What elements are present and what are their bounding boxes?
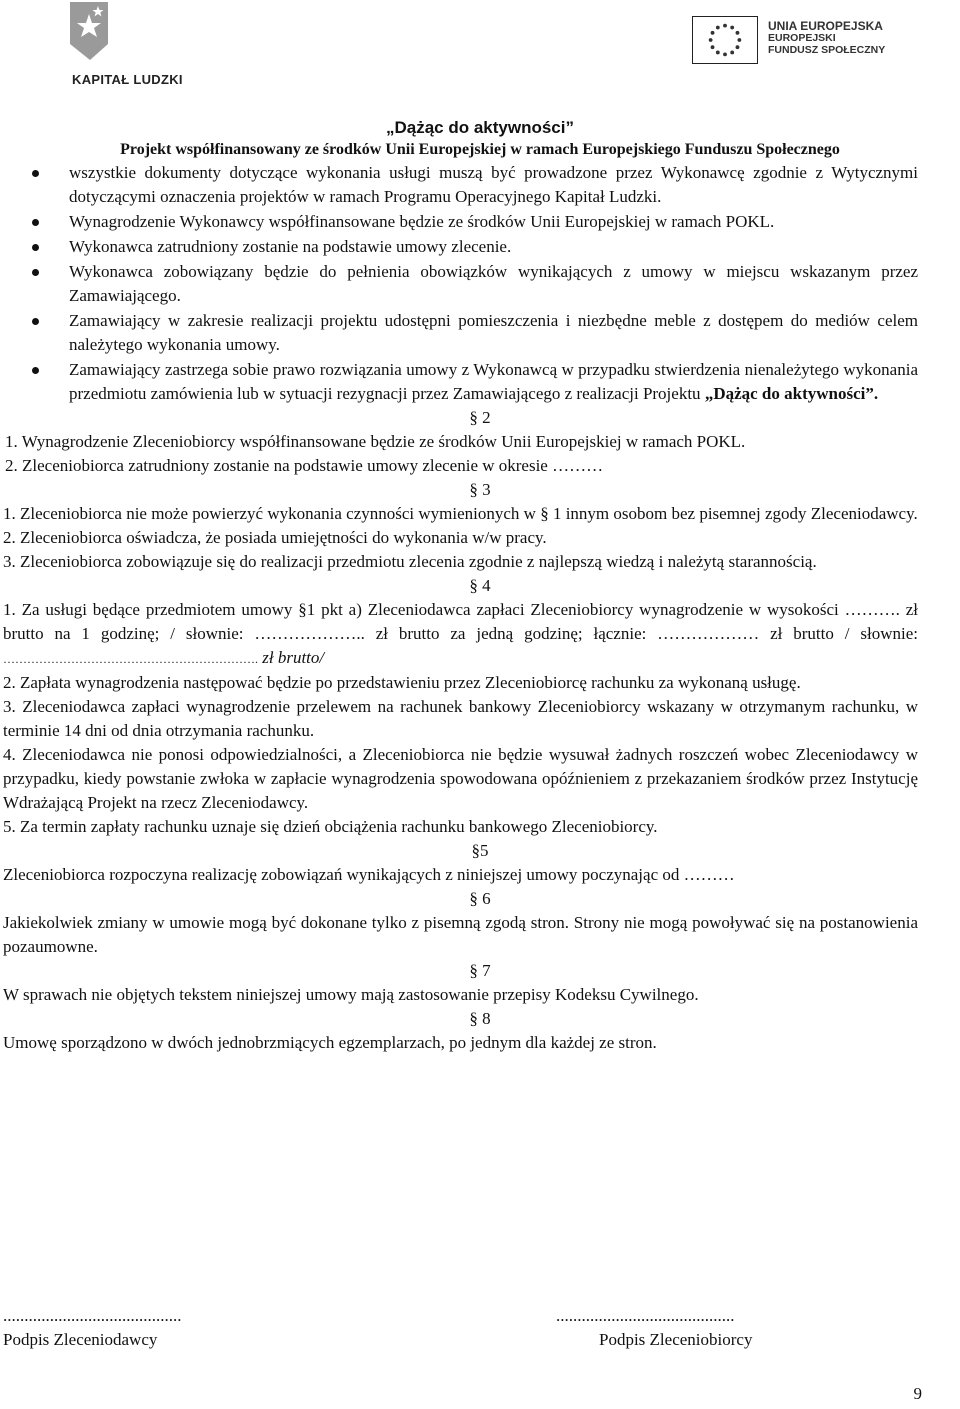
eu-logo-line-2: EUROPEJSKI — [768, 32, 836, 44]
s4-item-4: 4. Zleceniodawca nie ponosi odpowiedzialności, a Zleceniobiorca nie będzie wysuwał żadnych roszczeń wobec Zleceniodawcy w przypadku, kiedy powstanie zwłoka w zapłacie wynagrodzenia spowodowana opóźnieniem z przekazaniem środków przez Instytucję Wdrażającą Projekt na rzecz Zleceniodawcy. — [3, 745, 918, 812]
s3-item-3: 3. Zleceniobiorca zobowiązuje się do realizacji przedmiotu zlecenia zgodnie z najlepszą wiedzą i należytą starannością. — [3, 552, 817, 571]
signature-left-label: Podpis Zleceniodawcy — [3, 1330, 158, 1349]
section-heading-6: § 6 — [469, 889, 491, 908]
s2-item-2: 2. Zleceniobiorca zatrudniony zostanie na podstawie umowy zlecenie w okresie ……… — [5, 456, 604, 475]
s4-item-1 — [0, 598, 960, 671]
s4-item-2: 2. Zapłata wynagrodzenia następować będzie po przedstawieniu przez Zleceniobiorcę rachunku za wykonaną usługę. — [3, 673, 801, 692]
eu-logo-line-1: UNIA EUROPEJSKA — [768, 19, 883, 33]
s6-text: Jakiekolwiek zmiany w umowie mogą być dokonane tylko z pisemną zgodą stron. Strony nie mogą powoływać się na postanowienia pozaumowne. — [3, 913, 918, 956]
signature-left — [3, 1304, 182, 1352]
list-item-text: wszystkie dokumenty dotyczące wykonania usługi muszą być prowadzone przez Wykonawcę zgodnie z Wytycznymi dotyczącymi oznaczenia projektów w ramach Programu Operacyjnego Kapitał Ludzki. — [69, 163, 918, 206]
s2-item-1: 1. Wynagrodzenie Zleceniobiorcy współfinansowane będzie ze środków Unii Europejskiej w ramach POKL. — [5, 432, 746, 451]
bullet-icon — [32, 219, 39, 226]
section-heading-7: § 7 — [469, 961, 491, 980]
list-item — [0, 161, 960, 209]
page-number: 9 — [913, 1384, 922, 1403]
section-heading-4: § 4 — [469, 576, 491, 595]
bullet-icon — [32, 244, 39, 251]
s4-item-1-text: 1. Za usługi będące przedmiotem umowy §1 pkt a) Zleceniodawca zapłaci Zleceniobiorcy wynagrodzenie w wysokości ………. zł brutto na 1 godzinę; / słownie: ……………….. zł brutto za jedną godzinę; łącznie: ……………… zł brutto / słownie: — [3, 600, 918, 643]
signature-right-label: Podpis Zleceniobiorcy — [599, 1330, 753, 1349]
list-item-text: Wykonawca zatrudniony zostanie na podstawie umowy zlecenie. — [69, 237, 512, 256]
kapital-ludzki-logo — [62, 0, 183, 95]
conditions-list — [0, 161, 960, 406]
bullet-icon — [32, 269, 39, 276]
list-item-text: Wykonawca zobowiązany będzie do pełnienia obowiązków wynikających z umowy w miejscu wskazanym przez Zamawiającego. — [69, 262, 918, 305]
s7-text: W sprawach nie objętych tekstem niniejszej umowy mają zastosowanie przepisy Kodeksu Cywilnego. — [3, 985, 699, 1004]
list-item-text: Zamawiający w zakresie realizacji projektu udostępni pomieszczenia i niezbędne meble z dostępem do mediów celem należytego wykonania umowy. — [69, 311, 918, 354]
signature-right — [556, 1304, 752, 1352]
list-item — [0, 358, 960, 406]
list-item — [0, 235, 960, 259]
list-item-text: Zamawiający zastrzega sobie prawo rozwiązania umowy z Wykonawcą w przypadku stwierdzenia nienależytego wykonania przedmiotu zamówienia lub w sytuacji rezygnacji przez Zamawiającego z realizacji Projektu — [69, 360, 918, 403]
s3-item-2: 2. Zleceniobiorca oświadcza, że posiada umiejętności do wykonania w/w pracy. — [3, 528, 547, 547]
eu-logo — [692, 16, 952, 76]
kapital-ludzki-text: KAPITAŁ LUDZKI — [72, 72, 183, 87]
list-item-text: Wynagrodzenie Wykonawcy współfinansowane będzie ze środków Unii Europejskiej w ramach POKL. — [69, 212, 775, 231]
signature-left-line: .......................................... — [3, 1306, 182, 1325]
bullet-icon — [32, 318, 39, 325]
document-body — [0, 116, 960, 1055]
section-heading-5: §5 — [471, 841, 489, 860]
list-item — [0, 260, 960, 308]
project-name: „Dążąc do aktywności”. — [704, 384, 879, 403]
s4-item-1-italic: zł brutto/ — [258, 648, 325, 667]
s5-text: Zleceniobiorca rozpoczyna realizację zobowiązań wynikających z niniejszej umowy poczynając od ……… — [3, 865, 735, 884]
eu-logo-line-3: FUNDUSZ SPOŁECZNY — [768, 44, 886, 56]
eu-flag-icon — [692, 16, 758, 64]
list-item — [0, 309, 960, 357]
document-subtitle: Projekt współfinansowany ze środków Unii Europejskiej w ramach Europejskiego Funduszu Społecznego — [120, 141, 840, 158]
signature-right-line: .......................................... — [556, 1306, 735, 1325]
list-item — [0, 210, 960, 234]
eu-logo-text — [768, 20, 885, 56]
bullet-icon — [32, 367, 39, 374]
bullet-icon — [32, 170, 39, 177]
section-heading-8: § 8 — [469, 1009, 491, 1028]
s4-item-3: 3. Zleceniodawca zapłaci wynagrodzenie przelewem na rachunek bankowy Zleceniobiorcy wskazany w otrzymanym rachunku, w terminie 14 dni od dnia otrzymania rachunku. — [3, 697, 918, 740]
kapital-ludzki-emblem — [68, 0, 110, 62]
document-title: „Dążąc do aktywności” — [385, 118, 574, 137]
section-heading-3: § 3 — [469, 480, 491, 499]
s4-item-5: 5. Za termin zapłaty rachunku uznaje się dzień obciążenia rachunku bankowego Zleceniobiorcy. — [3, 817, 658, 836]
s3-item-1: 1. Zleceniobiorca nie może powierzyć wykonania czynności wymienionych w § 1 innym osobom bez pisemnej zgody Zleceniodawcy. — [3, 504, 918, 523]
section-heading-2: § 2 — [469, 408, 491, 427]
s4-dots: ………………………………………………………. — [3, 652, 258, 666]
s8-text: Umowę sporządzono w dwóch jednobrzmiących egzemplarzach, po jednym dla każdej ze stron. — [3, 1033, 657, 1052]
